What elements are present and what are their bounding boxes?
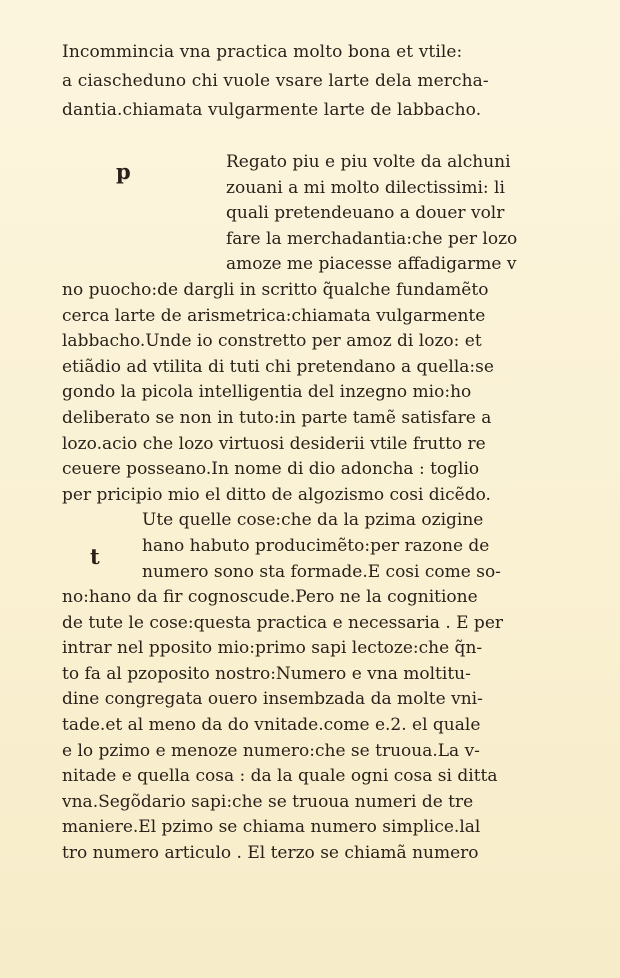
text-line: Regato piu e piu volte da alchuni <box>226 152 511 172</box>
text-line: lozo.acio che lozo virtuosi desiderii vtile frutto re <box>62 433 486 454</box>
text-line: dine congregata ouero insembzada da molte vni- <box>62 689 483 710</box>
text-line: zouani a mi molto dilectissimi: li <box>226 177 505 198</box>
text-line: tro numero articulo . El terzo se chiamã numero <box>62 843 479 864</box>
text-line: cerca larte de arismetrica:chiamata vulgarmente <box>62 305 486 326</box>
text-line: fare la merchadantia:che per lozo <box>226 228 518 249</box>
text-line: deliberato se non in tuto:in parte tamẽ satisfare a <box>62 407 492 428</box>
text-line: vna.Segõdario sapi:che se truoua numeri de tre <box>62 791 474 812</box>
incipit-line: a ciascheduno chi vuole vsare larte dela mercha- <box>62 71 489 91</box>
text-line: numero sono sta formade.E cosi come so- <box>142 561 501 582</box>
guide-letter-t: t <box>90 544 100 569</box>
text-line: per pricipio mio el ditto de algozismo cosi dicẽdo. <box>62 484 491 505</box>
text-line: to fa al pzoposito nostro:Numero e vna moltitu- <box>62 663 471 684</box>
text-line: maniere.El pzimo se chiama numero simplice.lal <box>62 817 481 838</box>
text-line: Ute quelle cose:che da la pzima ozigine <box>142 510 484 531</box>
text-line: hano habuto producimẽto:per razone de <box>142 535 490 556</box>
incipit-line: dantia.chiamata vulgarmente larte de labbacho. <box>62 100 482 120</box>
text-line: intrar nel pposito mio:primo sapi lectoze:che q̃n- <box>62 638 483 659</box>
text-line: gondo la picola intelligentia del inzegno mio:ho <box>62 382 472 403</box>
main-text <box>62 150 582 867</box>
incipit-heading <box>62 38 578 125</box>
text-line: ceuere posseano.In nome di dio adoncha : toglio <box>62 459 480 480</box>
text-line: no puocho:de dargli in scritto q̃ualche fundamẽto <box>62 279 489 300</box>
text-line: amoze me piacesse affadigarme v <box>226 254 517 275</box>
text-line: labbacho.Unde io constretto per amoz di lozo: et <box>62 331 482 352</box>
text-line: etiãdio ad vtilita di tuti chi pretendano a quella:se <box>62 356 494 377</box>
text-line: no:hano da fir cognoscude.Pero ne la cognitione <box>62 587 478 608</box>
text-line: nitade e quella cosa : da la quale ogni cosa si ditta <box>62 766 498 787</box>
text-line: e lo pzimo e menoze numero:che se truoua.La v- <box>62 740 480 761</box>
text-line: tade.et al meno da do vnitade.come e.2. el quale <box>62 715 481 736</box>
text-line: de tute le cose:questa practica e necessaria . E per <box>62 612 504 633</box>
text-line: quali pretendeuano a douer volr <box>226 203 505 224</box>
incipit-line: Incommincia vna practica molto bona et vtile: <box>62 42 463 62</box>
guide-letter-p: p <box>116 159 131 184</box>
